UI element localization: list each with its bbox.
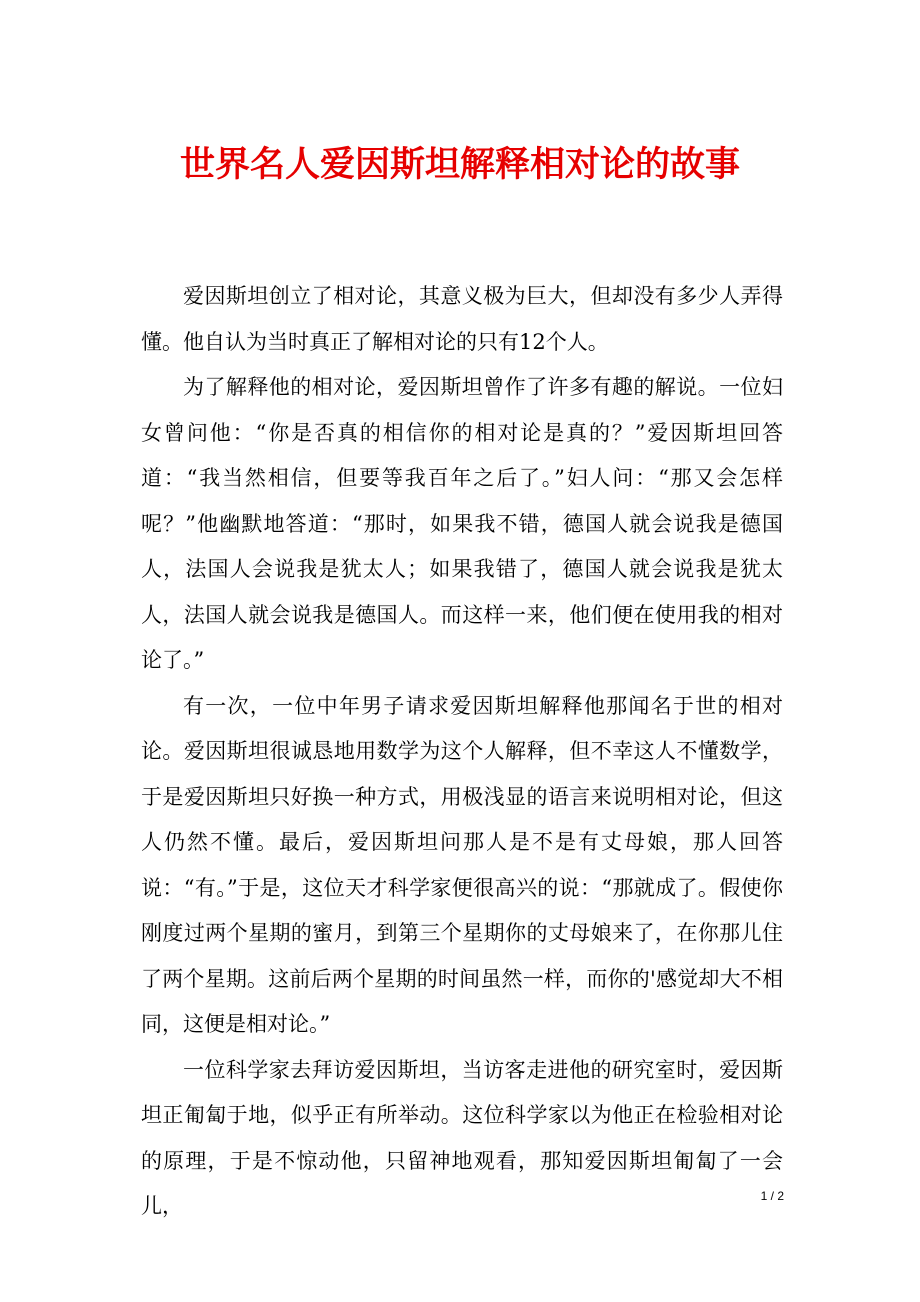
- paragraph: 为了解释他的相对论，爱因斯坦曾作了许多有趣的解说。一位妇女曾问他：“你是否真的相信你的相对论是真的？”爱因斯坦回答道：“我当然相信，但要等我百年之后了。”妇人问：“那又会怎样呢？”他幽默地答道：“那时，如果我不错，德国人就会说我是德国人，法国人会说我是犹太人；如果我错了，德国人就会说我是犹太人，法国人就会说我是德国人。而这样一来，他们便在使用我的相对论了。”: [141, 375, 783, 672]
- paragraph: 爱因斯坦创立了相对论，其意义极为巨大，但却没有多少人弄得懂。他自认为当时真正了解相对论的只有12个人。: [141, 284, 783, 354]
- paragraph: 一位科学家去拜访爱因斯坦，当访客走进他的研究室时，爱因斯坦正匍匐于地，似乎正有所举动。这位科学家以为他正在检验相对论的原理，于是不惊动他，只留神地观看，那知爱因斯坦匍匐了一会儿，: [141, 1057, 783, 1218]
- page-number: 1 / 2: [760, 1189, 784, 1203]
- document-body: [141, 274, 783, 1230]
- paragraph: 有一次，一位中年男子请求爱因斯坦解释他那闻名于世的相对论。爱因斯坦很诚恳地用数学为这个人解释，但不幸这人不懂数学，于是爱因斯坦只好换一种方式，用极浅显的语言来说明相对论，但这人仍然不懂。最后，爱因斯坦问那人是不是有丈母娘，那人回答说：“有。”于是，这位天才科学家便很高兴的说：“那就成了。假使你刚度过两个星期的蜜月，到第三个星期你的丈母娘来了，在你那儿住了两个星期。这前后两个星期的时间虽然一样，而你的'感觉却大不相同，这便是相对论。”: [141, 693, 783, 1036]
- document-title: 世界名人爱因斯坦解释相对论的故事: [179, 144, 740, 185]
